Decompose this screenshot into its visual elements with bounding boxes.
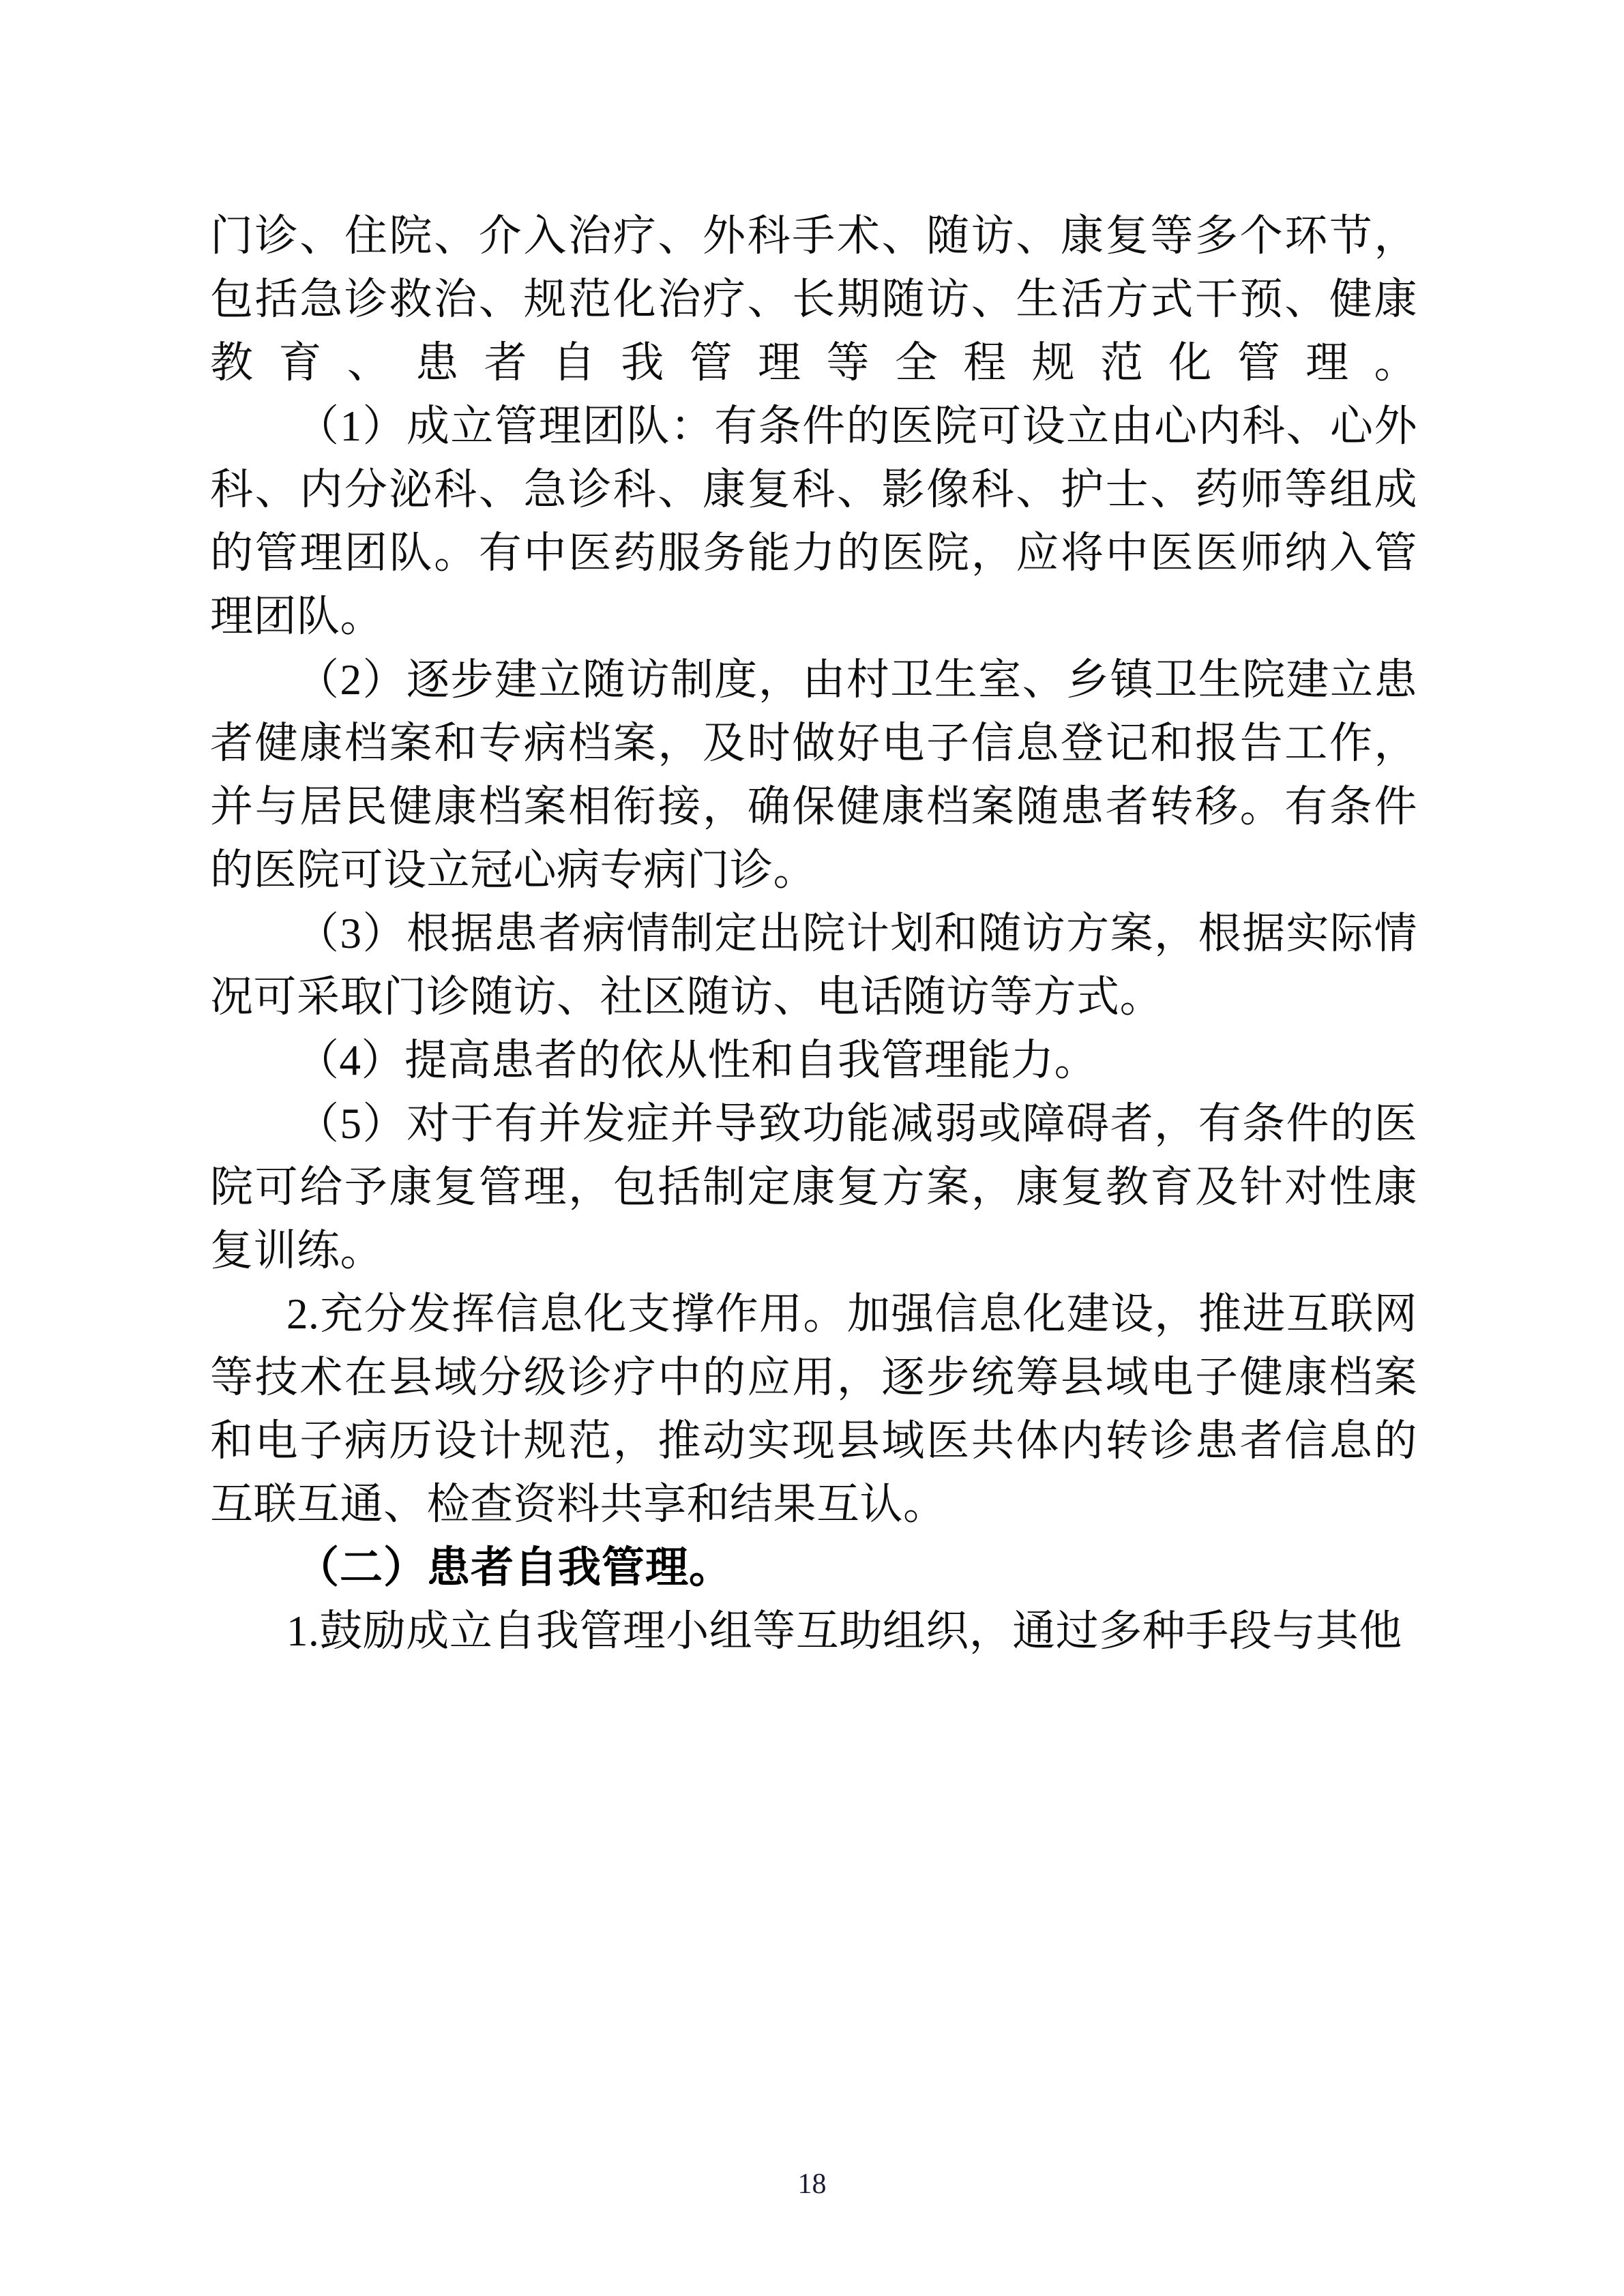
paragraph-item-4: （4）提高患者的依从性和自我管理能力。 (296, 1037, 1097, 1084)
page-number: 18 (797, 2168, 827, 2200)
paragraph-item-1: （1）成立管理团队：有条件的医院可设立由心内科、心外科、内分泌科、急诊科、康复科、影像科、护士、药师等组成的管理团队。有中医药服务能力的医院，应将中医医师纳入管理团队。 (210, 402, 1417, 640)
paragraph-item-numbered-2: 2.充分发挥信息化支撑作用。加强信息化建设，推进互联网等技术在县域分级诊疗中的应用，逐步统筹县域电子健康档案和电子病历设计规范，推动实现县域医共体内转诊患者信息的互联互通、检查资料共享和结果互认。 (210, 1290, 1417, 1528)
paragraph-item-2: （2）逐步建立随访制度，由村卫生室、乡镇卫生院建立患者健康档案和专病档案，及时做好电子信息登记和报告工作，并与居民健康档案相衔接，确保健康档案随患者转移。有条件的医院可设立冠心病专病门诊。 (210, 656, 1417, 894)
paragraph-intro-continued: 门诊、住院、介入治疗、外科手术、随访、康复等多个环节，包括急诊救治、规范化治疗、长期随访、生活方式干预、健康教育、患者自我管理等全程规范化管理。 (210, 212, 1417, 387)
page-content (210, 205, 1417, 1663)
section-heading-patient-self-management: （二）患者自我管理。 (296, 1544, 733, 1592)
paragraph-item-3: （3）根据患者病情制定出院计划和随访方案，根据实际情况可采取门诊随访、社区随访、电话随访等方式。 (210, 910, 1417, 1021)
paragraph-item-numbered-1: 1.鼓励成立自我管理小组等互助组织，通过多种手段与其他 (286, 1607, 1402, 1655)
paragraph-item-5: （5）对于有并发症并导致功能减弱或障碍者，有条件的医院可给予康复管理，包括制定康复方案，康复教育及针对性康复训练。 (210, 1100, 1417, 1274)
